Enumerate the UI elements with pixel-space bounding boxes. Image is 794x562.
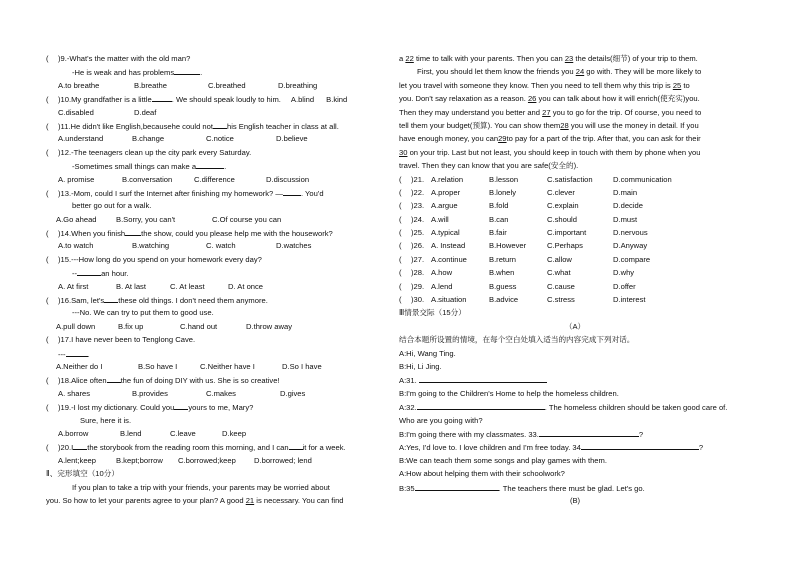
option-text: A.continue — [431, 254, 467, 264]
answer-blank[interactable] — [66, 347, 88, 357]
dialogue-line: A:32. . The homeless children should be taken good care of. — [399, 400, 751, 413]
question-number: )30. — [411, 295, 425, 305]
options-20: A.lent;keep B.kept;borrow C.borrowed;keep D.borrowed; lend — [58, 455, 312, 465]
answer-blank[interactable] — [213, 119, 227, 129]
question-13: ( )13.-Mom, could I surf the Internet after finishing my homework? — . You'd — [46, 186, 391, 199]
options-11: A.understand B.change C.notice D.believe — [58, 134, 308, 144]
answer-blank[interactable] — [77, 266, 101, 276]
question-number: )28. — [411, 268, 425, 278]
option-text: B.lonely — [489, 187, 517, 197]
right-column: a 22 time to talk with your parents. Then you can 23 the details(细节) of your trip to them. First, you should let them know the friends you 24 go with. They will be more likely to let you travel with someone they know. Then you need to tell them why this trip is 25 to you. Don't say relaxation as a reason. 26 you can talk about how it will enrich(使充实)you. Then they may understand you better and 27 you to go for the trip. Of course, you need to tell them your budget(预算). You can show them28 you will use the money in detail. If you have enough money, you can29to pay for a part of the trip. After that, you can ask for their 30 on your trip. Last but not least, you should keep in touch with them by phone when you travel. Then they can know that you are safe(安全的). ( )21. A.relation B.lesson C.satisfaction D.communication ( )22. A.proper B.lonely C.clever D.main ( )23. A.argue B.fold C.explain D.decide ( )24. A.will B.can C.should D.must ( )25. A.typical B.fair C.important D.nervous ( )26. A. Instead B.However C.Perhaps D.Anyway ( )27. A.continue B.return C.allow D.compare ( )28. A.how B.when C.what D.why ( )29. A.lend B.guess C.cause D.offer ( )30. A.situation B.advice C.stress D.interest Ⅲ情景交际（15分） （A） 结合本题所设置的情境，在每个空白处填入适当的内容完成下列对话。 A:Hi, Wang Ting. B:Hi, Li Jing. A:31. B:I'm going to the Children's Home to help the homeless children. A:32. . The homeless children should be taken good care of. Who are you going with? B:I'm going there with my classmates. 33. ? A:Yes, I'd love to. I love children and I'm free today. 34 ? B:We can teach them some songs and play games with them. A:How about helping them with their schoolwork? B:35 . The teachers there must be glad. Let's go. (B) — [399, 52, 751, 507]
instructions: 结合本题所设置的情境，在每个空白处填入适当的内容完成下列对话。 — [399, 335, 635, 345]
option-text: B.However — [489, 241, 527, 251]
option-text: B.guess — [489, 281, 517, 291]
option-text: D.must — [613, 214, 638, 224]
option-text: C.stress — [547, 295, 575, 305]
answer-blank[interactable] — [289, 440, 303, 450]
dialogue-line: A:Hi, Wang Ting. — [399, 348, 456, 358]
option-text: A.will — [431, 214, 449, 224]
answer-paren[interactable]: ( — [399, 281, 402, 291]
dialogue-line: B:We can teach them some songs and play games with them. — [399, 455, 607, 465]
option-text: A.argue — [431, 201, 458, 211]
cloze-passage-continued: a 22 time to talk with your parents. Then you can 23 the details(细节) of your trip to them. — [399, 54, 698, 63]
question-20: ( )20.I the storybook from the reading room this morning, and I can it for a week. — [46, 440, 391, 453]
answer-paren[interactable]: ( — [399, 268, 402, 278]
cloze-option-row — [399, 186, 751, 199]
answer-blank[interactable] — [104, 293, 118, 303]
question-number: )21. — [411, 174, 425, 184]
answer-blank[interactable] — [196, 159, 224, 169]
question-14: ( )14.When you finish the show, could you please help me with the housework? — [46, 226, 391, 239]
dialogue-line: Who are you going with? — [399, 415, 483, 425]
cloze-option-row — [399, 253, 751, 266]
options-10: C.disabled D.deaf — [58, 107, 157, 117]
option-text: B.can — [489, 214, 509, 224]
option-text: D.communication — [613, 174, 672, 184]
option-text: D.compare — [613, 254, 651, 264]
cloze-option-row — [399, 226, 751, 239]
option-text: C.what — [547, 268, 571, 278]
option-text: A.proper — [431, 187, 461, 197]
options-14: A.to watch B.watching C. watch D.watches — [58, 241, 312, 251]
cloze-option-row — [399, 213, 751, 226]
answer-paren[interactable]: ( — [399, 214, 402, 224]
option-text: D.why — [613, 268, 635, 278]
options-16: A.pull down B.fix up C.hand out D.throw away — [56, 321, 293, 331]
option-text: C.allow — [547, 254, 572, 264]
option-text: B.fold — [489, 201, 509, 211]
cloze-option-row — [399, 293, 751, 306]
option-text: C.satisfaction — [547, 174, 593, 184]
question-12: ( )12.-The teenagers clean up the city park every Saturday. — [46, 147, 252, 157]
option-text: B.fair — [489, 228, 507, 238]
question-16: ( )16.Sam, let's these old things. I don't need them anymore. — [46, 293, 391, 306]
option-text: D.offer — [613, 281, 636, 291]
option-text: B.when — [489, 268, 515, 278]
cloze-option-row — [399, 266, 751, 279]
question-17: ( )17.I have never been to Tenglong Cave. — [46, 335, 196, 345]
answer-blank[interactable] — [107, 373, 121, 383]
option-text: B.return — [489, 254, 517, 264]
answer-blank[interactable] — [283, 186, 301, 196]
answer-blank-32[interactable] — [417, 400, 545, 410]
dialogue-line: B:I'm going to the Children's Home to help the homeless children. — [399, 388, 619, 398]
question-number: )26. — [411, 241, 425, 251]
answer-blank-33[interactable] — [539, 427, 639, 437]
answer-blank[interactable] — [125, 226, 141, 236]
question-number: )24. — [411, 214, 425, 224]
answer-paren[interactable]: ( — [399, 254, 402, 264]
cloze-option-row — [399, 280, 751, 293]
options-19: A.borrow B.lend C.leave D.keep — [58, 428, 247, 438]
question-number: )23. — [411, 201, 425, 211]
options-15: A. At first B. At last C. At least D. At once — [58, 281, 264, 291]
options-18: A. shares B.provides C.makes D.gives — [58, 388, 306, 398]
answer-paren[interactable]: ( — [399, 228, 402, 238]
option-text: C.explain — [547, 201, 579, 211]
question-19: ( )19.-I lost my dictionary. Could you yours to me, Mary? — [46, 400, 391, 413]
question-9: ( )9.-What's the matter with the old man? — [46, 54, 191, 63]
question-number: )22. — [411, 187, 425, 197]
options-17: A.Neither do I B.So have I C.Neither have I D.So I have — [56, 361, 322, 371]
option-text: C.Perhaps — [547, 241, 583, 251]
dialogue-line: B:35 . The teachers there must be glad. Let's go. — [399, 481, 751, 494]
left-column: ( )9.-What's the matter with the old man? -He is weak and has problems . A.to breathe B.breathe C.breathed D.breathing ( )10.My grandfather is a little . We should speak loudly to him. A.blind B.kind C.disabled D.deaf ( )11.He didn't like English,becausehe could not his English teacher in class at all. A.understand B.change C.notice D.believe ( )12.-The teenagers clean up the city park every Saturday. -Sometimes small things can make a . A. promise B.conversation C.difference D.discussion ( )13.-Mom, could I surf the Internet after finishing my homework? — . You'd better go out for a walk. A.Go ahead B.Sorry, you can't C.Of course you can ( )14.When you finish the show, could you please help me with the housework? A.to watch B.watching C. watch D.watches ( )15.---How long do you spend on your homework every day? -- an hour. A. At first B. At last C. At least D. At once ( )16.Sam, let's these old things. I don't need them anymore. ---No. We can try to put them to good use. A.pull down B.fix up C.hand out D.throw away ( )17.I have never been to Tenglong Cave. --- . A.Neither do I B.So have I C.Neither have I D.So I have ( )18.Alice often the fun of doing DIY with us. She is so creative! A. shares B.provides C.makes D.gives ( )19.-I lost my dictionary. Could you yours to me, Mary? Sure, here it is. A.borrow B.lend C.leave D.keep ( )20.I the storybook from the reading room this morning, and I can it for a week. A.lent;keep B.kept;borrow C.borrowed;keep D.borrowed; lend Ⅱ、完形填空（10分） If you plan to take a trip with your friends, your parents may be worried about you. So how to let your parents agree to your plan? A good 21 is necessary. You can find — [46, 52, 391, 507]
cloze-option-row — [399, 239, 751, 252]
dialogue-line: B:I'm going there with my classmates. 33. ? — [399, 427, 751, 440]
dialogue-line: A:31. — [399, 373, 751, 386]
answer-blank[interactable] — [174, 65, 200, 75]
option-text: A.lend — [431, 281, 453, 291]
answer-paren[interactable]: ( — [399, 187, 402, 197]
option-text: D.interest — [613, 295, 646, 305]
options-13: A.Go ahead B.Sorry, you can't C.Of course you can — [56, 214, 282, 224]
answer-paren[interactable]: ( — [399, 241, 402, 251]
question-15: ( )15.---How long do you spend on your homework every day? — [46, 254, 262, 264]
options-12: A. promise B.conversation C.difference D.discussion — [58, 174, 310, 184]
option-text: D.Anyway — [613, 241, 648, 251]
cloze-option-row — [399, 173, 751, 186]
option-text: A.relation — [431, 174, 464, 184]
answer-paren[interactable]: ( — [399, 174, 402, 184]
option-text: A.situation — [431, 295, 467, 305]
answer-blank[interactable] — [174, 400, 188, 410]
option-text: A.how — [431, 268, 453, 278]
question-10: ( )10.My grandfather is a little . We should speak loudly to him. A.blind B.kind — [46, 92, 391, 105]
question-number: )25. — [411, 228, 425, 238]
option-text: C.clever — [547, 187, 575, 197]
answer-blank[interactable] — [73, 440, 87, 450]
option-text: A. Instead — [431, 241, 466, 251]
question-18: ( )18.Alice often the fun of doing DIY with us. She is so creative! — [46, 373, 391, 386]
part-b-label: (B) — [569, 495, 581, 505]
question-11: ( )11.He didn't like English,becausehe could not his English teacher in class at all. — [46, 119, 391, 132]
dialogue-line: A:Yes, I'd love to. I love children and I'm free today. 34 ? — [399, 440, 751, 453]
option-text: D.main — [613, 187, 638, 197]
dialogue-line: A:How about helping them with their schoolwork? — [399, 469, 565, 479]
option-text: A.typical — [431, 228, 460, 238]
cloze-option-row — [399, 199, 751, 212]
section-3-heading: Ⅲ情景交际（15分） — [399, 308, 466, 318]
dialogue-line: B:Hi, Li Jing. — [399, 361, 442, 371]
answer-blank[interactable] — [152, 92, 172, 102]
cloze-options — [399, 173, 751, 307]
answer-paren[interactable]: ( — [399, 295, 402, 305]
section-2-heading: Ⅱ、完形填空（10分） — [46, 469, 119, 479]
option-text: D.nervous — [613, 228, 648, 238]
option-text: D.decide — [613, 201, 643, 211]
cloze-passage: If you plan to take a trip with your friends, your parents may be worried about — [72, 482, 330, 492]
question-number: )29. — [411, 281, 425, 291]
option-text: C.cause — [547, 281, 575, 291]
option-text: B.lesson — [489, 174, 519, 184]
answer-blank-34[interactable] — [581, 440, 699, 450]
answer-paren[interactable]: ( — [399, 201, 402, 211]
option-text: C.important — [547, 228, 587, 238]
option-text: B.advice — [489, 295, 519, 305]
part-a-label: （A） — [564, 321, 586, 331]
options-9: A.to breathe B.breathe C.breathed D.breathing — [58, 80, 318, 90]
question-number: )27. — [411, 254, 425, 264]
answer-blank-31[interactable] — [419, 373, 547, 383]
option-text: C.should — [547, 214, 577, 224]
answer-blank-35[interactable] — [415, 481, 499, 491]
